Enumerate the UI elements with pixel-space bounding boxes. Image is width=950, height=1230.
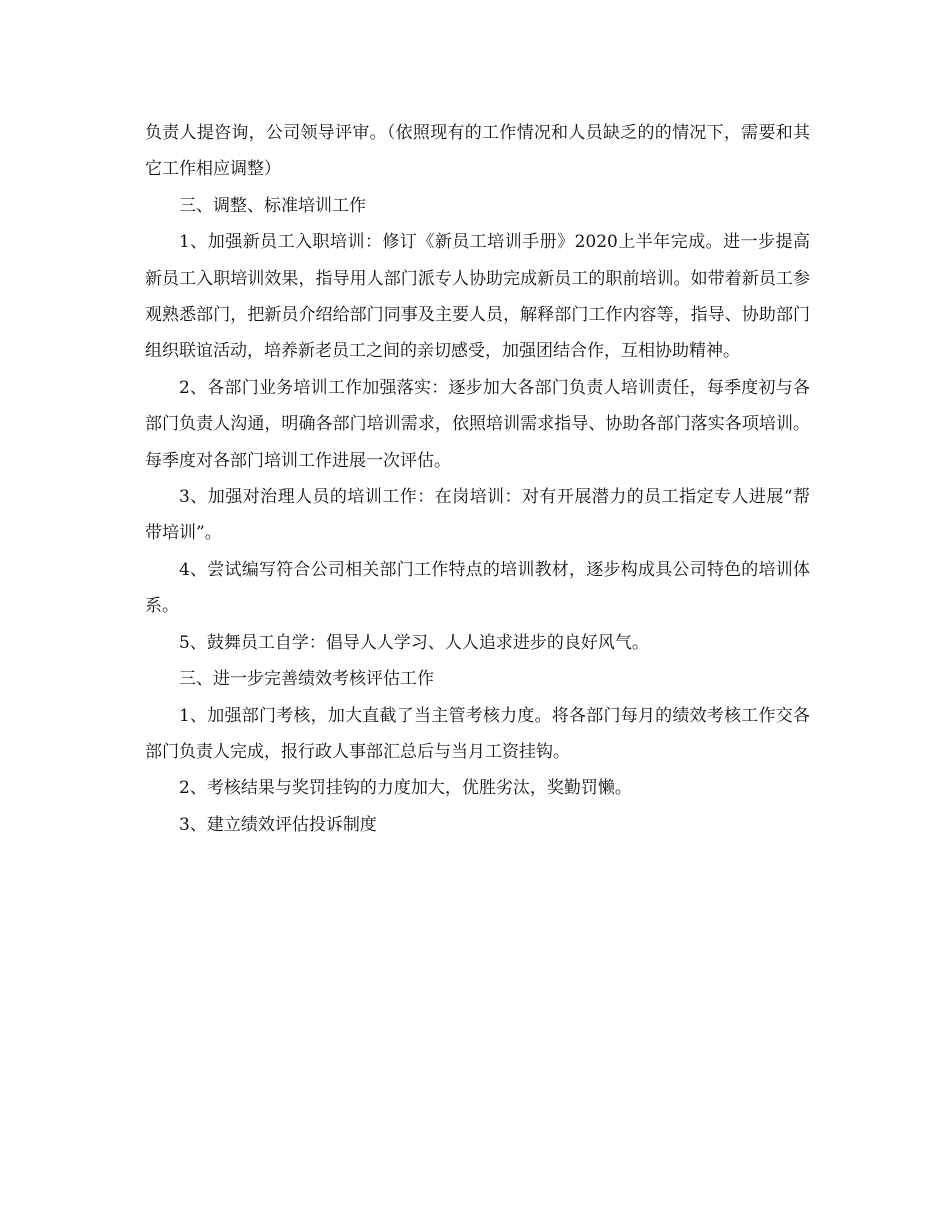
paragraph-perf-item-1: 1、加强部门考核，加大直截了当主管考核力度。将各部门每月的绩效考核工作交各部门负责人完成，报行政人事部汇总后与当月工资挂钩。 (145, 705, 810, 762)
paragraph-perf-item-3: 3、建立绩效评估投诉制度 (179, 814, 377, 835)
section-heading-performance: 三、进一步完善绩效考核评估工作 (179, 669, 434, 690)
paragraph-item-4: 4、尝试编写符合公司相关部门工作特点的培训教材，逐步构成具公司特色的培训体系。 (145, 559, 810, 617)
paragraph-item-1: 1、加强新员工入职培训：修订《新员工培训手册》2020上半年完成。进一步提高新员工入职培训效果，指导用人部门派专人协助完成新员工的职前培训。如带着新员工参观熟悉部门，把新员介绍给部门同事及主要人员，解释部门工作内容等，指导、协助部门组织联谊活动，培养新老员工之间的亲切感受，加强团结合作，互相协助精神。 (145, 232, 810, 362)
paragraph-item-3: 3、加强对治理人员的培训工作：在岗培训：对有开展潜力的员工指定专人进展“帮带培训”。 (145, 487, 810, 544)
paragraph-item-5: 5、鼓舞员工自学：倡导人人学习、人人追求进步的良好风气。 (179, 632, 649, 653)
paragraph-continuation: 负责人提咨询，公司领导评审。（依照现有的工作情况和人员缺乏的的情况下，需要和其它工作相应调整） (145, 123, 810, 180)
paragraph-item-2: 2、各部门业务培训工作加强落实：逐步加大各部门负责人培训责任，每季度初与各部门负责人沟通，明确各部门培训需求，依照培训需求指导、协助各部门落实各项培训。每季度对各部门培训工作进展一次评估。 (145, 377, 810, 471)
paragraph-perf-item-2: 2、考核结果与奖罚挂钩的力度加大，优胜劣汰，奖勤罚懒。 (179, 778, 632, 799)
section-heading-training: 三、调整、标准培训工作 (179, 195, 366, 216)
document-body (145, 115, 810, 843)
